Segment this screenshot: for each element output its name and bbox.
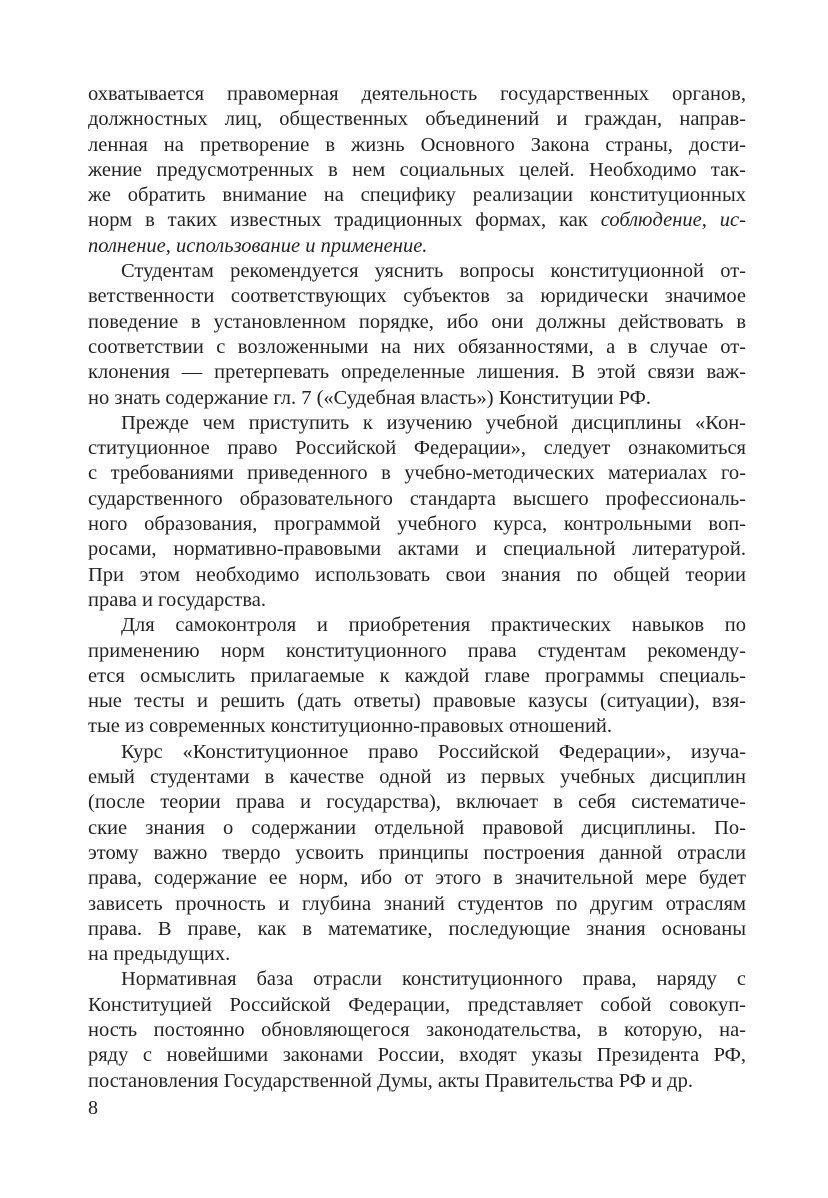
text-run: поведение в установленном порядке, ибо они должны действовать в (88, 310, 746, 333)
text-run: емый студентами в качестве одной из первых учебных дисциплин (88, 766, 746, 789)
text-run: же обратить внимание на специфику реализации конституционных (88, 184, 746, 207)
text-run: норм в таких известных традиционных формах, как (88, 209, 601, 232)
text-line (88, 993, 746, 1018)
text-line (88, 1018, 746, 1043)
text-run: (после теории права и государства), включает в себя систематиче- (88, 791, 746, 814)
text-line (88, 234, 746, 259)
text-run: постановления Государственной Думы, акты Правительства РФ и др. (88, 1069, 693, 1092)
text-line (88, 664, 746, 689)
text-run: ного образования, программой учебного курса, контрольными воп- (88, 513, 746, 536)
text-line (88, 284, 746, 309)
text-run: клонения — претерпевать определенные лишения. В этой связи важ- (88, 361, 746, 384)
text-run: росами, нормативно-правовыми актами и специальной литературой. (88, 538, 746, 561)
text-line (88, 765, 746, 790)
text-line (88, 335, 746, 360)
text-run: ские знания о содержании отдельной правовой дисциплины. По- (88, 816, 746, 839)
text-run: права и государства. (88, 588, 266, 611)
text-line (88, 917, 746, 942)
text-run: этому важно твердо усвоить принципы построения данной отрасли (88, 841, 746, 864)
paragraph (88, 259, 746, 411)
page-number: 8 (88, 1097, 98, 1119)
text-line (88, 386, 746, 411)
text-line (88, 512, 746, 537)
text-line (88, 537, 746, 562)
text-run: Нормативная база отрасли конституционного права, наряду с (121, 968, 746, 991)
text-run: ветственности соответствующих субъектов за юридически значимое (88, 285, 746, 308)
paragraph (88, 613, 746, 739)
italic-text-run: полнение, использование и применение. (88, 234, 428, 257)
text-run: с требованиями приведенного в учебно-методических материалах го- (88, 462, 746, 485)
text-line (88, 841, 746, 866)
text-line (88, 1069, 746, 1094)
text-line (88, 942, 746, 967)
text-line (88, 892, 746, 917)
text-run: должностных лиц, общественных объединений и граждан, направ- (88, 108, 746, 131)
text-line (88, 436, 746, 461)
text-line (88, 411, 746, 436)
paragraph (88, 82, 746, 259)
text-block (88, 82, 746, 1094)
text-run: зависеть прочность и глубина знаний студентов по другим отраслям (88, 892, 746, 915)
text-run: ституционное право Российской Федерации», следует ознакомиться (88, 437, 746, 460)
text-line (88, 158, 746, 183)
paragraph (88, 411, 746, 613)
text-line (88, 183, 746, 208)
italic-text-run: соблюдение, ис- (600, 209, 746, 232)
text-line (88, 816, 746, 841)
paragraph (88, 740, 746, 968)
text-run: на предыдущих. (88, 943, 231, 966)
text-line (88, 866, 746, 891)
text-run: права, содержание ее норм, ибо от этого в значительной мере будет (88, 867, 746, 890)
text-line (88, 1043, 746, 1068)
text-run: Конституцией Российской Федерации, представляет собой совокуп- (88, 993, 746, 1016)
text-run: соответствии с возложенными на них обязанностями, а в случае от- (88, 335, 746, 358)
text-run: ные тесты и решить (дать ответы) правовые казусы (ситуации), взя- (88, 690, 746, 713)
text-run: ется осмыслить прилагаемые к каждой главе программы специаль- (88, 664, 746, 687)
text-line (88, 259, 746, 284)
text-line (88, 82, 746, 107)
text-run: Прежде чем приступить к изучению учебной дисциплины «Кон- (121, 411, 746, 434)
text-line (88, 639, 746, 664)
text-run: охватывается правомерная деятельность государственных органов, (88, 83, 746, 105)
text-line (88, 310, 746, 335)
text-line (88, 487, 746, 512)
text-run: сударственного образовательного стандарта высшего профессиональ- (88, 487, 746, 510)
text-line (88, 588, 746, 613)
text-run: ность постоянно обновляющегося законодательства, в которую, на- (88, 1018, 746, 1041)
text-run: Курс «Конституционное право Российской Федерации», изуча- (121, 740, 746, 763)
text-line (88, 689, 746, 714)
text-run: ряду с новейшими законами России, входят указы Президента РФ, (88, 1044, 746, 1067)
text-line (88, 740, 746, 765)
text-line (88, 107, 746, 132)
text-line (88, 360, 746, 385)
text-run: применению норм конституционного права студентам рекоменду- (88, 639, 746, 662)
text-run: жение предусмотренных в нем социальных целей. Необходимо так- (88, 158, 746, 181)
text-run: права. В праве, как в математике, последующие знания основаны (88, 917, 746, 940)
text-run: тые из современных конституционно-правовых отношений. (88, 715, 613, 738)
text-line (88, 967, 746, 992)
text-line (88, 714, 746, 739)
paragraph (88, 967, 746, 1093)
text-run: но знать содержание гл. 7 («Судебная власть») Конституции РФ. (88, 386, 651, 409)
text-line (88, 613, 746, 638)
text-line (88, 208, 746, 233)
text-run: Для самоконтроля и приобретения практических навыков по (121, 614, 746, 637)
text-line (88, 133, 746, 158)
text-run: При этом необходимо использовать свои знания по общей теории (88, 563, 746, 586)
text-run: ленная на претворение в жизнь Основного Закона страны, дости- (88, 133, 746, 156)
text-line (88, 790, 746, 815)
text-line (88, 563, 746, 588)
text-run: Студентам рекомендуется уяснить вопросы конституционной от- (121, 260, 746, 283)
text-line (88, 461, 746, 486)
